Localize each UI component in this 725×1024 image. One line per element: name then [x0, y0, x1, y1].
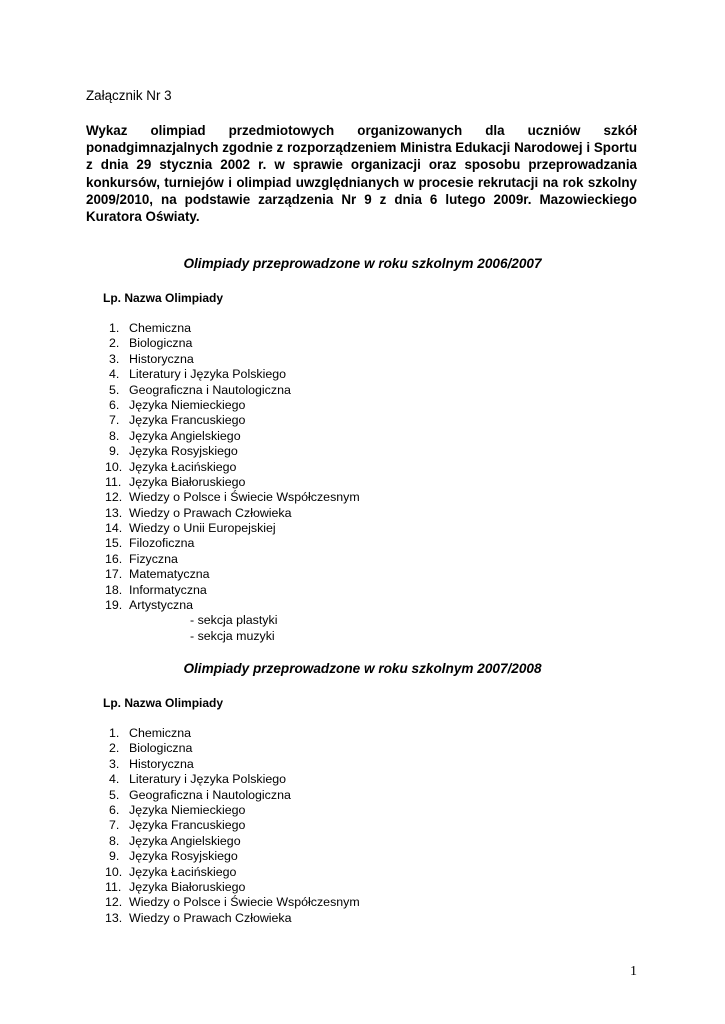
list-item: [105, 865, 360, 880]
list-item: [105, 444, 360, 459]
column-name: Nazwa Olimpiady: [124, 696, 224, 710]
item-name: Wiedzy o Prawach Człowieka: [129, 505, 292, 520]
item-name: Języka Francuskiego: [129, 818, 246, 833]
list-item: [105, 895, 360, 910]
item-number: 18.: [105, 582, 123, 597]
item-number: 11.: [105, 474, 122, 489]
item-number: 13.: [105, 910, 123, 925]
list-item: [105, 818, 360, 833]
item-name: Chemiczna: [129, 726, 191, 740]
list-item: [105, 367, 360, 382]
item-name: Biologiczna: [129, 741, 193, 756]
item-number: 9.: [109, 849, 120, 864]
list-item: [105, 536, 360, 551]
list-item: [105, 834, 360, 849]
item-number: 11.: [105, 879, 122, 894]
list-item: [105, 567, 360, 582]
list-header-2006: [103, 291, 223, 305]
item-number: 2.: [109, 741, 120, 756]
list-item: [105, 352, 360, 367]
list-item: [105, 803, 360, 818]
item-number: 2.: [109, 336, 120, 351]
list-item: [105, 321, 360, 336]
list-item: [105, 521, 360, 536]
list-item: [105, 849, 360, 864]
list-item: [105, 398, 360, 413]
olympiad-list-2007: [105, 726, 360, 926]
item-number: 14.: [105, 521, 123, 536]
item-number: 13.: [105, 505, 123, 520]
item-name: Matematyczna: [129, 567, 210, 582]
item-name: Biologiczna: [129, 336, 193, 351]
item-name: Chemiczna: [129, 321, 191, 335]
section-title-2007: Olimpiady przeprowadzone w roku szkolnym 2007/2008: [183, 661, 542, 676]
subsection-name: - sekcja muzyki: [190, 628, 275, 643]
list-header-2007: [103, 696, 223, 710]
page-number: 1: [630, 964, 637, 979]
list-item: [105, 757, 360, 772]
item-number: 15.: [105, 536, 123, 551]
list-item: [105, 460, 360, 475]
list-item: [105, 383, 360, 398]
item-name: Literatury i Języka Polskiego: [129, 772, 287, 787]
column-name: Nazwa Olimpiady: [124, 291, 224, 305]
list-item: [105, 552, 360, 567]
item-number: 5.: [109, 382, 120, 397]
item-name: Języka Białoruskiego: [129, 474, 246, 489]
column-lp: Lp.: [103, 291, 121, 305]
list-subitem: [105, 613, 360, 628]
item-number: 6.: [109, 802, 120, 817]
item-name: Wiedzy o Polsce i Świecie Współczesnym: [129, 490, 360, 505]
item-name: Geograficzna i Nautologiczna: [129, 787, 291, 802]
item-name: Informatyczna: [129, 582, 207, 597]
item-name: Wiedzy o Polsce i Świecie Współczesnym: [129, 895, 360, 910]
item-number: 12.: [105, 895, 123, 910]
list-item: [105, 475, 360, 490]
list-item: [105, 772, 360, 787]
item-name: Języka Łacińskiego: [129, 864, 237, 879]
item-name: Języka Rosyjskiego: [129, 444, 238, 459]
list-item: [105, 598, 360, 613]
list-item: [105, 880, 360, 895]
list-item: [105, 490, 360, 505]
list-item: [105, 336, 360, 351]
list-item: [105, 429, 360, 444]
item-number: 10.: [105, 459, 123, 474]
item-name: Języka Angielskiego: [129, 833, 241, 848]
item-number: 12.: [105, 490, 123, 505]
item-name: Historyczna: [129, 351, 194, 366]
item-name: Fizyczna: [129, 551, 178, 566]
item-name: Języka Niemieckiego: [129, 802, 246, 817]
item-name: Języka Łacińskiego: [129, 459, 237, 474]
item-name: Języka Niemieckiego: [129, 397, 246, 412]
column-lp: Lp.: [103, 696, 121, 710]
section-title-2006: Olimpiady przeprowadzone w roku szkolnym 2006/2007: [183, 256, 542, 271]
item-number: 8.: [109, 428, 120, 443]
list-item: [105, 741, 360, 756]
item-name: Literatury i Języka Polskiego: [129, 367, 287, 382]
list-item: [105, 413, 360, 428]
attachment-label: Załącznik Nr 3: [86, 88, 172, 103]
item-name: Geograficzna i Nautologiczna: [129, 382, 291, 397]
item-number: 17.: [105, 567, 123, 582]
list-item: [105, 911, 360, 926]
item-number: 4.: [109, 772, 120, 787]
item-number: 8.: [109, 833, 120, 848]
item-name: Artystyczna: [129, 598, 194, 613]
intro-paragraph: Wykaz olimpiad przedmiotowych organizowanych dla uczniów szkół ponadgimnazjalnych zgodnie z rozporządzeniem Ministra Edukacji Narodowej i Sportu z dnia 29 stycznia 2002 r. w sprawie organizacji oraz sposobu przeprowadzania konkursów, turniejów i olimpiad uwzględnianych w procesie rekrutacji na rok szkolny 2009/2010, na podstawie zarządzenia Nr 9 z dnia 6 lutego 2009r. Mazowieckiego Kuratora Oświaty.: [86, 123, 637, 225]
item-number: 3.: [109, 756, 120, 771]
item-name: Wiedzy o Unii Europejskiej: [129, 521, 276, 536]
item-number: 1.: [109, 726, 120, 740]
list-item: [105, 506, 360, 521]
item-number: 5.: [109, 787, 120, 802]
list-item: [105, 583, 360, 598]
item-name: Języka Białoruskiego: [129, 879, 246, 894]
item-number: 1.: [109, 321, 120, 335]
item-name: Języka Rosyjskiego: [129, 849, 238, 864]
item-name: Wiedzy o Prawach Człowieka: [129, 910, 292, 925]
item-number: 19.: [105, 598, 123, 613]
list-item: [105, 788, 360, 803]
item-number: 6.: [109, 397, 120, 412]
olympiad-list-2006: [105, 321, 360, 644]
item-number: 10.: [105, 864, 123, 879]
subsection-name: - sekcja plastyki: [190, 613, 278, 628]
item-number: 3.: [109, 351, 120, 366]
item-number: 7.: [109, 818, 120, 833]
item-number: 7.: [109, 413, 120, 428]
item-number: 16.: [105, 551, 123, 566]
list-subitem: [105, 629, 360, 644]
item-number: 4.: [109, 367, 120, 382]
item-name: Języka Angielskiego: [129, 428, 241, 443]
item-number: 9.: [109, 444, 120, 459]
item-name: Historyczna: [129, 756, 194, 771]
item-name: Filozoficzna: [129, 536, 195, 551]
list-item: [105, 726, 360, 741]
item-name: Języka Francuskiego: [129, 413, 246, 428]
